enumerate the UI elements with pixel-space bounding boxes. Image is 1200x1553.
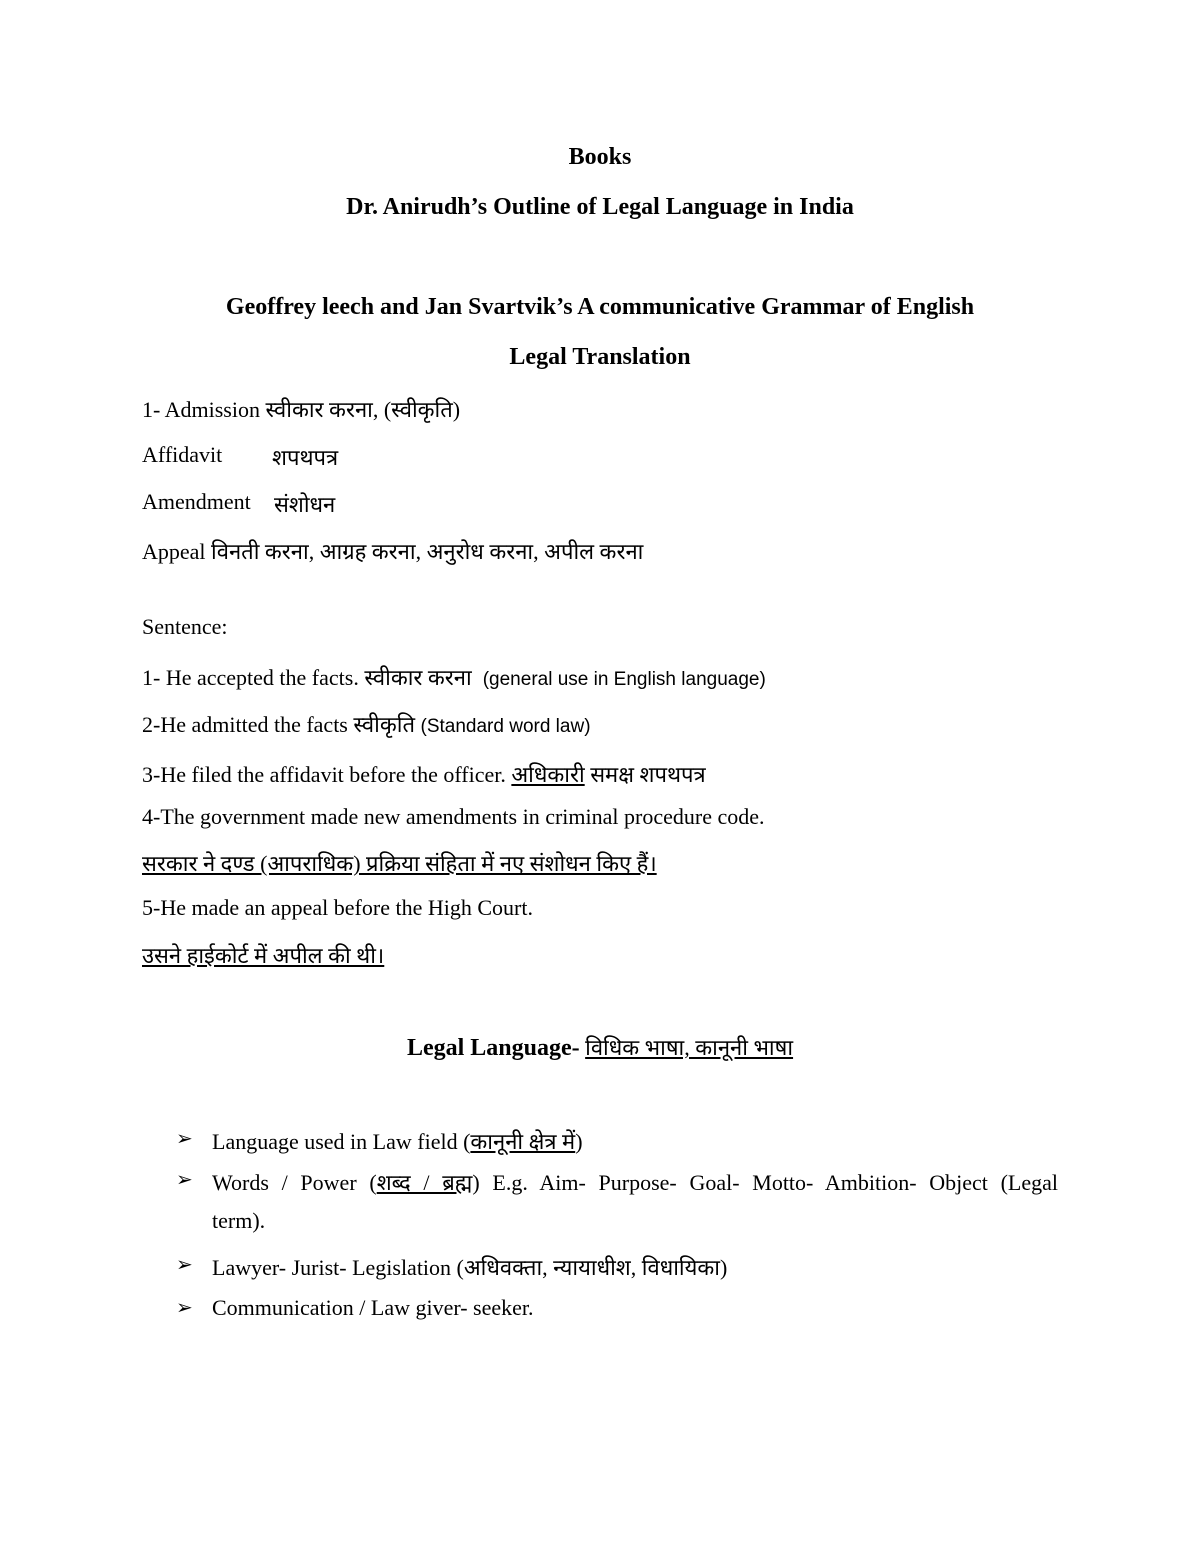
sentence-hindi: समक्ष शपथपत्र	[590, 762, 706, 787]
bullet-text	[212, 1126, 583, 1156]
sentence-4-hindi: सरकार ने दण्ड (आपराधिक) प्रक्रिया संहिता में नए संशोधन किए हैं।	[142, 851, 657, 876]
sentence-hindi: स्वीकार करना	[364, 665, 472, 690]
bullet-text-part: ) E.g. Aim- Purpose- Goal- Motto- Ambition- Object (Legal	[472, 1170, 1059, 1195]
sentence-hindi-underlined: अधिकारी	[511, 762, 585, 787]
bullet-text: Lawyer- Jurist- Legislation (अधिवक्ता, न्यायाधीश, विधायिका)	[212, 1255, 728, 1280]
vocab-term: Affidavit	[142, 442, 223, 467]
bullet-hindi: शब्द / ब्रह्म	[376, 1170, 473, 1195]
sentence-english: 2-He admitted the facts	[142, 712, 348, 737]
heading-book-1: Dr. Anirudh’s Outline of Legal Language in India	[346, 194, 854, 220]
legal-language-title: Legal Language-	[406, 1035, 580, 1061]
vocab-term: Appeal	[142, 539, 206, 564]
vocab-amendment	[142, 489, 336, 517]
bullet-continuation: term).	[212, 1208, 266, 1233]
list-item	[176, 1295, 1058, 1325]
arrow-bullet-icon: ➢	[176, 1297, 193, 1319]
vocab-hindi: संशोधन	[274, 492, 336, 517]
vocab-affidavit	[142, 442, 339, 470]
sentence-english: 1- He accepted the facts.	[142, 665, 359, 690]
bullet-text-part: Words / Power (	[212, 1170, 377, 1195]
bullet-hindi: कानूनी क्षेत्र में	[470, 1129, 576, 1154]
heading-legal-translation: Legal Translation	[509, 344, 691, 370]
bullet-text	[212, 1167, 1058, 1197]
heading-book-2: Geoffrey leech and Jan Svartvik’s A communicative Grammar of English	[225, 294, 975, 320]
sentence-label: Sentence:	[142, 614, 228, 639]
bullet-text-part: Language used in Law field (	[212, 1129, 471, 1154]
sentence-5-hindi: उसने हाईकोर्ट में अपील की थी।	[142, 943, 385, 968]
list-item	[176, 1126, 1058, 1156]
vocab-hindi: विनती करना, आग्रह करना, अनुरोध करना, अपील करना	[211, 539, 644, 564]
sentence-hindi: स्वीकृति	[353, 712, 415, 737]
vocab-term: Amendment	[142, 489, 251, 514]
heading-books: Books	[568, 144, 632, 170]
sentence-3	[142, 759, 706, 789]
legal-language-heading	[0, 1032, 1200, 1062]
sentence-4-english: 4-The government made new amendments in criminal procedure code.	[142, 804, 765, 829]
arrow-bullet-icon: ➢	[176, 1128, 193, 1150]
vocab-admission	[142, 394, 460, 424]
vocab-hindi: स्वीकार करना, (स्वीकृति)	[265, 397, 461, 422]
bullet-text: Communication / Law giver- seeker.	[212, 1295, 534, 1320]
sentence-english: 3-He filed the affidavit before the officer.	[142, 762, 506, 787]
sentence-2	[142, 709, 591, 739]
list-item	[176, 1167, 1058, 1197]
vocab-term: 1- Admission	[142, 397, 260, 422]
sentence-note: (Standard word law)	[420, 716, 591, 737]
arrow-bullet-icon: ➢	[176, 1254, 193, 1276]
vocab-appeal	[142, 536, 643, 566]
vocab-hindi: शपथपत्र	[272, 445, 339, 470]
sentence-note: (general use in English language)	[482, 669, 766, 690]
sentence-5-english: 5-He made an appeal before the High Court.	[142, 895, 533, 920]
legal-language-hindi: विधिक भाषा, कानूनी भाषा	[585, 1035, 794, 1060]
sentence-1	[142, 662, 766, 692]
arrow-bullet-icon: ➢	[176, 1169, 193, 1191]
bullet-text-part: )	[575, 1129, 583, 1154]
list-item	[176, 1252, 1058, 1282]
